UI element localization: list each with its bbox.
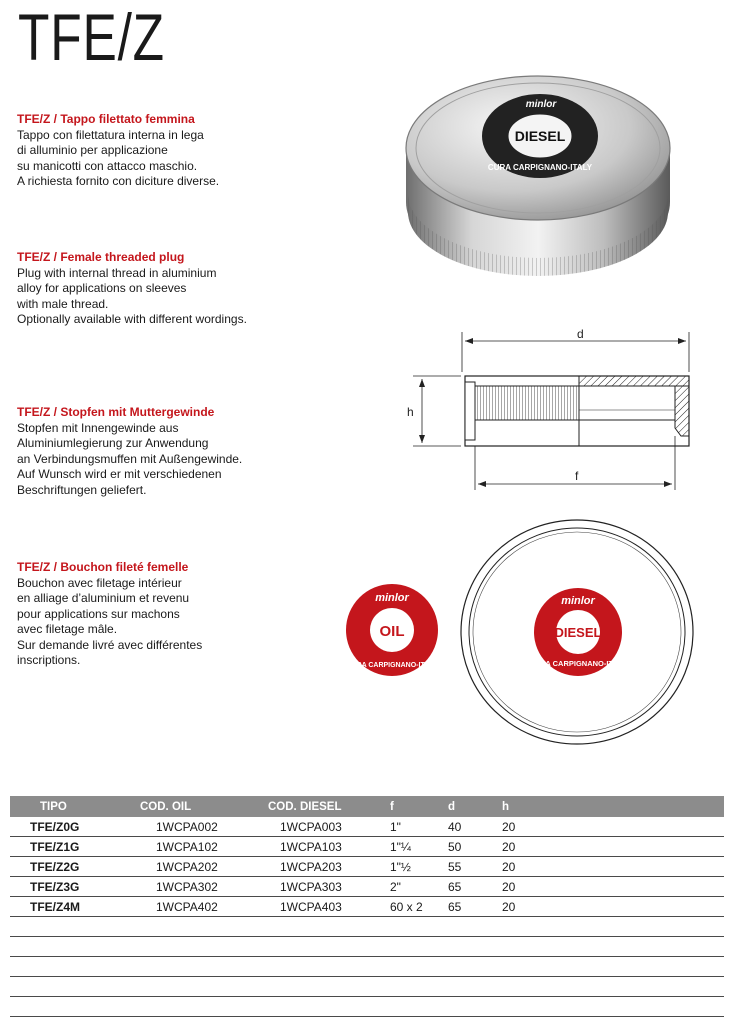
table-row [10, 837, 724, 857]
oil-label-badge [342, 580, 442, 680]
cell-f: 2" [390, 877, 448, 897]
cell-d: 65 [448, 897, 502, 917]
description-de [17, 405, 347, 498]
description-line: Plug with internal thread in aluminium [17, 265, 217, 280]
description-line: Optionally available with different wordings. [17, 312, 247, 326]
oil-label-ring: CURA CARPIGNANO-ITALY [346, 662, 438, 669]
description-line: en alliage d’aluminium et revenu [17, 591, 190, 605]
description-line: alloy for applications on sleeves [17, 281, 187, 295]
table-row [10, 817, 724, 837]
cell-f: 60 x 2 [390, 897, 448, 917]
cell-cod-oil: 1WCPA102 [140, 837, 268, 857]
description-line: Bouchon avec filetage intérieur [17, 575, 182, 590]
dimension-d-label: d [577, 327, 584, 341]
header-h: h [502, 796, 542, 817]
photo-label-brand: minlor [525, 99, 557, 110]
cell-cod-diesel: 1WCPA303 [268, 877, 390, 897]
description-line: A richiesta fornito con diciture diverse. [17, 174, 220, 188]
description-line: Sur demande livré avec différentes [17, 637, 203, 652]
product-photo [392, 62, 684, 284]
description-line: Beschriftungen geliefert. [17, 482, 147, 497]
header-cod-diesel: COD. DIESEL [268, 796, 390, 817]
cell-h: 20 [502, 837, 542, 857]
cell-cod-oil: 1WCPA302 [140, 877, 268, 897]
description-line: Stopfen mit Innengewinde aus [17, 420, 179, 435]
description-fr [17, 560, 347, 669]
cell-tipo: TFE/Z1G [10, 837, 140, 857]
cell-f: 1"¼ [390, 837, 448, 857]
cell-tipo: TFE/Z2G [10, 857, 140, 877]
description-line: with male thread. [17, 296, 109, 311]
cell-cod-diesel: 1WCPA203 [268, 857, 390, 877]
description-line: di alluminio per applicazione [17, 143, 168, 157]
cell-tipo: TFE/Z3G [10, 877, 140, 897]
description-heading: TFE/Z / Bouchon fileté femelle [17, 560, 189, 574]
table-row-empty [10, 937, 724, 957]
cell-cod-oil: 1WCPA402 [140, 897, 268, 917]
header-cod-oil: COD. OIL [140, 796, 268, 817]
cell-cod-diesel: 1WCPA003 [268, 817, 390, 837]
table-row [10, 897, 724, 917]
cell-f: 1" [390, 817, 448, 837]
cell-cod-diesel: 1WCPA403 [268, 897, 390, 917]
dimension-f-label: f [575, 469, 579, 483]
cell-spacer [542, 837, 724, 857]
description-line: Tappo con filettatura interna in lega [17, 127, 204, 142]
cell-spacer [542, 817, 724, 837]
cell-d: 65 [448, 877, 502, 897]
description-heading: TFE/Z / Tappo filettato femmina [17, 112, 195, 126]
cell-d: 55 [448, 857, 502, 877]
oil-label-text: OIL [379, 623, 405, 640]
description-line: an Verbindungsmuffen mit Außengewinde. [17, 451, 243, 466]
oil-label-brand: minlor [375, 592, 409, 604]
description-line: su manicotti con attacco maschio. [17, 158, 198, 173]
description-heading: TFE/Z / Female threaded plug [17, 250, 185, 264]
cell-d: 40 [448, 817, 502, 837]
cell-f: 1"½ [390, 857, 448, 877]
cell-cod-diesel: 1WCPA103 [268, 837, 390, 857]
top-view-drawing [458, 518, 698, 750]
description-line: Auf Wunsch wird er mit verschiedenen [17, 467, 222, 481]
cell-h: 20 [502, 877, 542, 897]
top-view-label-ring: CURA CARPIGNANO-ITALY [529, 659, 627, 668]
top-view-label-brand: minlor [561, 595, 595, 607]
cell-spacer [542, 857, 724, 877]
spec-table [10, 796, 724, 1017]
table-row-empty [10, 957, 724, 977]
technical-drawing [405, 324, 705, 494]
table-row-empty [10, 977, 724, 997]
cell-h: 20 [502, 817, 542, 837]
photo-label-diesel: DIESEL [514, 128, 566, 144]
header-f: f [390, 796, 448, 817]
cell-spacer [542, 877, 724, 897]
table-header-row [10, 796, 724, 817]
cell-cod-oil: 1WCPA002 [140, 817, 268, 837]
description-line: pour applications sur machons [17, 606, 180, 621]
cell-tipo: TFE/Z0G [10, 817, 140, 837]
header-spacer [542, 796, 724, 817]
cell-d: 50 [448, 837, 502, 857]
cell-h: 20 [502, 897, 542, 917]
description-en [17, 250, 347, 328]
cell-h: 20 [502, 857, 542, 877]
description-it [17, 112, 347, 190]
table-row-empty [10, 917, 724, 937]
header-tipo: TIPO [10, 796, 140, 817]
description-heading: TFE/Z / Stopfen mit Muttergewinde [17, 405, 215, 419]
cell-tipo: TFE/Z4M [10, 897, 140, 917]
table-row [10, 857, 724, 877]
description-line: inscriptions. [17, 653, 81, 667]
table-row [10, 877, 724, 897]
description-line: Aluminiumlegierung zur Anwendung [17, 436, 209, 450]
top-view-label-diesel: DIESEL [554, 625, 602, 640]
header-d: d [448, 796, 502, 817]
photo-label-ring: CURA CARPIGNANO-ITALY [487, 163, 593, 172]
description-line: avec filetage mâle. [17, 622, 118, 636]
page-title: TFE/Z [18, 0, 165, 74]
cell-cod-oil: 1WCPA202 [140, 857, 268, 877]
dimension-h-label: h [407, 405, 414, 419]
cell-spacer [542, 897, 724, 917]
